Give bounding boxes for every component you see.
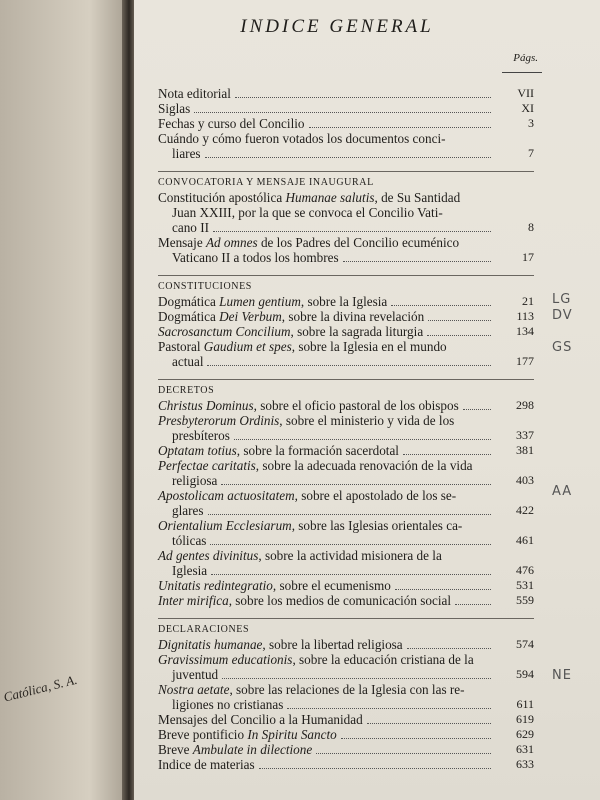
entry-page: 422 [516, 503, 534, 517]
entry-page: 113 [516, 309, 534, 323]
entry-page: 337 [516, 428, 534, 442]
toc-entry [158, 131, 534, 161]
entry-page: XI [521, 101, 534, 115]
section-heading: DECRETOS [158, 379, 534, 396]
section-heading: CONSTITUCIONES [158, 275, 534, 292]
section-heading: DECLARACIONES [158, 618, 534, 635]
entry-page: 476 [516, 563, 534, 577]
toc-entry: Orientalium Ecclesiarum, sobre las Iglesias orientales ca- tólicas 461 [158, 518, 534, 548]
entry-page: 17 [522, 250, 534, 264]
document-title: Sacrosanctum Concilium [158, 324, 291, 339]
entry-text: liares [172, 146, 201, 161]
toc-entry: Inter mirifica, sobre los medios de comunicación social 559 [158, 593, 534, 608]
handwritten-note: GS [552, 340, 573, 355]
section-heading: CONVOCATORIA Y MENSAJE INAUGURAL [158, 171, 534, 188]
entry-page: 594 [516, 667, 534, 681]
document-title: Apostolicam actuositatem [158, 488, 295, 503]
left-page [0, 0, 128, 800]
entry-page: 559 [516, 593, 534, 607]
document-title: In Spiritu Sancto [247, 727, 337, 742]
handwritten-note: DV [552, 308, 573, 323]
entry-page: 611 [516, 697, 534, 711]
handwritten-note: LG [552, 292, 572, 307]
document-title: Christus Dominus [158, 398, 254, 413]
toc-entry: Constitución apostólica Humanae salutis, de Su Santidad Juan XXIII, por la que se convoca el Concilio Vati- cano II 8 [158, 190, 534, 235]
entry-page: 631 [516, 742, 534, 756]
document-title: Gravissimum educationis [158, 652, 293, 667]
pages-label-rule [502, 72, 542, 73]
document-title: Dignitatis humanae [158, 637, 263, 652]
entry-page: 633 [516, 757, 534, 771]
toc-entry: Pastoral Gaudium et spes, sobre la Iglesia en el mundo actual 177 [158, 339, 534, 369]
toc-entry: Presbyterorum Ordinis, sobre el ministerio y vida de los presbíteros 337 [158, 413, 534, 443]
entry-page: 381 [516, 443, 534, 457]
entry-text: Cuándo y cómo fueron votados los documentos conci- [158, 131, 446, 146]
handwritten-note: AA [552, 484, 573, 499]
entry-page: 531 [516, 578, 534, 592]
entry-page: VII [517, 86, 534, 100]
toc-entry [158, 101, 534, 116]
toc-entry: Indice de materias 633 [158, 757, 534, 772]
entry-page: 574 [516, 637, 534, 651]
entry-page: 134 [516, 324, 534, 338]
document-title: Lumen gentium [219, 294, 301, 309]
entry-page: 3 [528, 116, 534, 130]
document-title: Presbyterorum Ordinis [158, 413, 280, 428]
toc-entry: Breve pontificio In Spiritu Sancto 629 [158, 727, 534, 742]
document-title: Ad omnes [205, 235, 258, 250]
table-of-contents [158, 86, 534, 772]
toc-entry: Dignitatis humanae, sobre la libertad religiosa 574 [158, 637, 534, 652]
toc-entry: Optatam totius, sobre la formación sacerdotal 381 [158, 443, 534, 458]
document-title: Ambulate in dilectione [192, 742, 313, 757]
toc-entry: Perfectae caritatis, sobre la adecuada renovación de la vida religiosa 403 [158, 458, 534, 488]
entry-page: 7 [528, 146, 534, 160]
entry-page: 403 [516, 473, 534, 487]
entry-page: 8 [528, 220, 534, 234]
entry-page: 21 [522, 294, 534, 308]
entry-page: 298 [516, 398, 534, 412]
toc-entry: Nostra aetate, sobre las relaciones de la Iglesia con las re- ligiones no cristianas 611 [158, 682, 534, 712]
document-title: Perfectae caritatis [158, 458, 256, 473]
toc-entry: Ad gentes divinitus, sobre la actividad misionera de la Iglesia 476 [158, 548, 534, 578]
toc-entry: Apostolicam actuositatem, sobre el apostolado de los se- glares 422 [158, 488, 534, 518]
toc-entry: Dogmática Dei Verbum, sobre la divina revelación 113 [158, 309, 534, 324]
imprint-text: Católica, S. A. [2, 671, 79, 705]
toc-entry: Dogmática Lumen gentium, sobre la Iglesia 21 [158, 294, 534, 309]
toc-entry [158, 116, 534, 131]
document-title: Humanae salutis [285, 190, 375, 205]
handwritten-note: NE [552, 668, 572, 683]
toc-entry: Gravissimum educationis, sobre la educación cristiana de la juventud 594 [158, 652, 534, 682]
toc-entry: Breve Ambulate in dilectione 631 [158, 742, 534, 757]
index-page [134, 0, 600, 800]
toc-entry: Unitatis redintegratio, sobre el ecumenismo 531 [158, 578, 534, 593]
toc-entry: Mensaje Ad omnes de los Padres del Concilio ecuménico Vaticano II a todos los hombres 17 [158, 235, 534, 265]
document-title: Inter mirifica [158, 593, 229, 608]
entry-page: 461 [516, 533, 534, 547]
entry-text: Siglas [158, 101, 191, 116]
toc-entry [158, 86, 534, 101]
entry-text: Fechas y curso del Concilio [158, 116, 305, 131]
entry-text: Nota editorial [158, 86, 231, 101]
document-title: Orientalium Ecclesiarum [158, 518, 292, 533]
document-title: Ad gentes divinitus [158, 548, 259, 563]
entry-page: 629 [516, 727, 534, 741]
toc-entry: Mensajes del Concilio a la Humanidad 619 [158, 712, 534, 727]
document-title: Gaudium et spes [203, 339, 292, 354]
document-title: Dei Verbum [219, 309, 282, 324]
entry-page: 619 [516, 712, 534, 726]
document-title: Optatam totius [158, 443, 237, 458]
document-title: Nostra aetate [158, 682, 230, 697]
pages-column-label: Págs. [513, 52, 538, 64]
toc-entry: Sacrosanctum Concilium, sobre la sagrada liturgia 134 [158, 324, 534, 339]
page-title: INDICE GENERAL [240, 16, 434, 37]
toc-entry: Christus Dominus, sobre el oficio pastoral de los obispos 298 [158, 398, 534, 413]
document-title: Unitatis redintegratio [158, 578, 273, 593]
entry-page: 177 [516, 354, 534, 368]
